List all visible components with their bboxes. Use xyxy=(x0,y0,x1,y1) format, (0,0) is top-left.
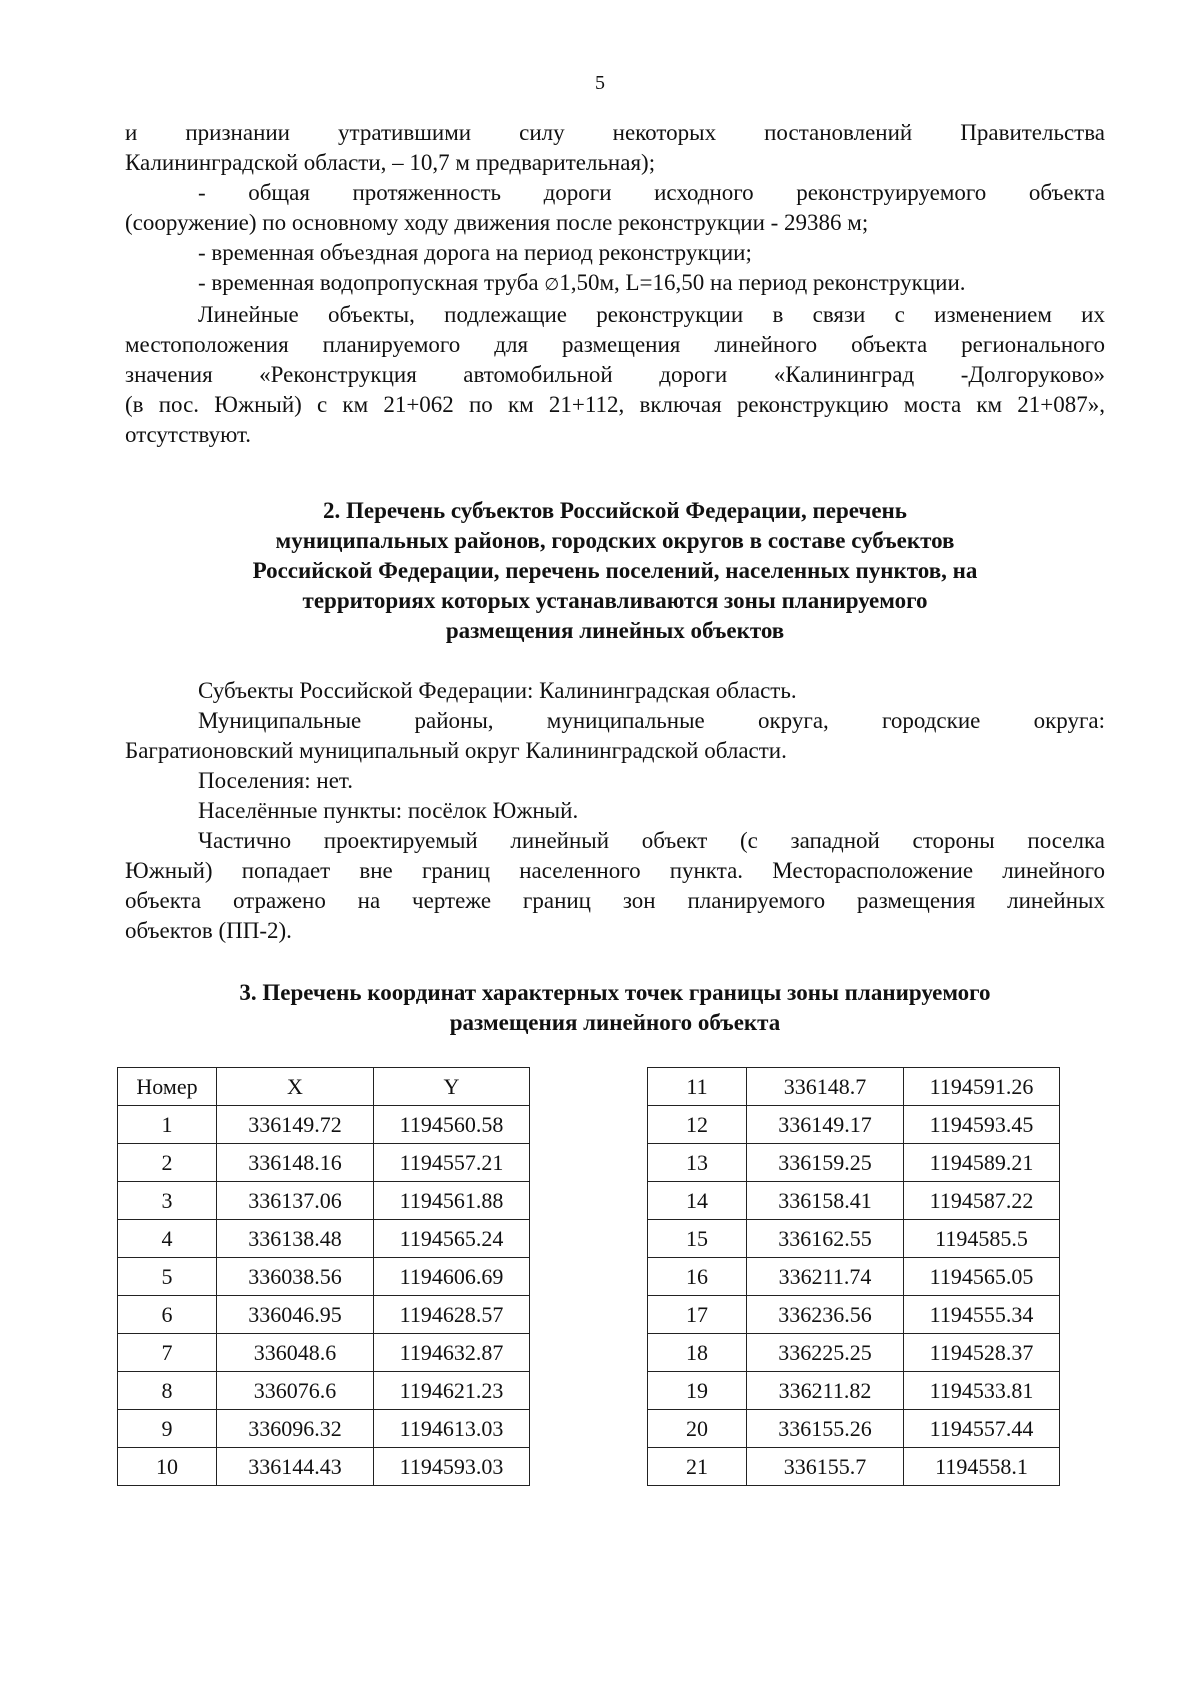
table-row: 12 336149.17 1194593.45 xyxy=(648,1106,1060,1144)
table-row: 5 336038.56 1194606.69 xyxy=(118,1258,530,1296)
table-row: 13 336159.25 1194589.21 xyxy=(648,1144,1060,1182)
table-row: 16 336211.74 1194565.05 xyxy=(648,1258,1060,1296)
header-y: Y xyxy=(374,1068,530,1106)
bullet-length: - общая протяженность дороги исходного реконструируемого объекта xyxy=(198,180,1105,205)
localities-line: Населённые пункты: посёлок Южный. xyxy=(198,798,579,823)
intro-line: и признании утратившими силу некоторых постановлений Правительства xyxy=(125,120,1105,145)
paragraph-line: местоположения планируемого для размещения линейного объекта регионального xyxy=(125,332,1105,357)
paragraph-line: отсутствуют. xyxy=(125,422,252,447)
municipal-line: Багратионовский муниципальный округ Калининградской области. xyxy=(125,738,787,763)
paragraph-line: значения «Реконструкция автомобильной дороги «Калининград -Долгоруково» xyxy=(125,362,1105,387)
coordinates-table-left xyxy=(117,1067,530,1486)
partial-line: Частично проектируемый линейный объект (с западной стороны поселка xyxy=(198,828,1105,853)
section3-title: 3. Перечень координат характерных точек границы зоны планируемого размещения линейного объекта xyxy=(239,980,991,1035)
intro-block xyxy=(125,118,1105,450)
table-row: 21 336155.7 1194558.1 xyxy=(648,1448,1060,1486)
bullet-length-cont: (сооружение) по основному ходу движения после реконструкции - 29386 м; xyxy=(125,210,869,235)
table-row: 2 336148.16 1194557.21 xyxy=(118,1144,530,1182)
paragraph-line: (в пос. Южный) с км 21+062 по км 21+112, включая реконструкцию моста км 21+087», xyxy=(125,392,1105,417)
bullet-culvert: - временная водопропускная труба ∅1,50м, L=16,50 на период реконструкции. xyxy=(198,270,966,295)
partial-line: объекта отражено на чертеже границ зон планируемого размещения линейных xyxy=(125,888,1105,913)
table-row: 4 336138.48 1194565.24 xyxy=(118,1220,530,1258)
table-row: 20 336155.26 1194557.44 xyxy=(648,1410,1060,1448)
municipal-line: Муниципальные районы, муниципальные округа, городские округа: xyxy=(198,708,1105,733)
diameter-icon: ∅ xyxy=(544,275,560,294)
table-row: 14 336158.41 1194587.22 xyxy=(648,1182,1060,1220)
table-header-row xyxy=(118,1068,530,1106)
table-row: 6 336046.95 1194628.57 xyxy=(118,1296,530,1334)
partial-line: Южный) попадает вне границ населенного пункта. Месторасположение линейного xyxy=(125,858,1105,883)
page-number: 5 xyxy=(595,72,605,94)
table-row: 9 336096.32 1194613.03 xyxy=(118,1410,530,1448)
table-row: 7 336048.6 1194632.87 xyxy=(118,1334,530,1372)
intro-line: Калининградской области, – 10,7 м предварительная); xyxy=(125,150,656,175)
settlements-line: Поселения: нет. xyxy=(198,768,353,793)
partial-line: объектов (ПП-2). xyxy=(125,918,292,943)
table-row: 3 336137.06 1194561.88 xyxy=(118,1182,530,1220)
table-row: 10 336144.43 1194593.03 xyxy=(118,1448,530,1486)
coordinates-table-right xyxy=(647,1067,1060,1486)
section2-title: 2. Перечень субъектов Российской Федерации, перечень муниципальных районов, городских округов в составе субъектов Российской Федерации, перечень поселений, населенных пунктов, на территориях которых устанавливаются зоны планируемого размещения линейных объектов xyxy=(252,498,978,643)
table-row: 17 336236.56 1194555.34 xyxy=(648,1296,1060,1334)
header-x: X xyxy=(217,1068,374,1106)
table-row: 1 336149.72 1194560.58 xyxy=(118,1106,530,1144)
paragraph-line: Линейные объекты, подлежащие реконструкции в связи с изменением их xyxy=(198,302,1105,327)
bullet-detour: - временная объездная дорога на период реконструкции; xyxy=(198,240,752,265)
subjects-line: Субъекты Российской Федерации: Калининградская область. xyxy=(198,678,797,703)
header-number: Номер xyxy=(118,1068,217,1106)
table-row: 18 336225.25 1194528.37 xyxy=(648,1334,1060,1372)
table-row: 15 336162.55 1194585.5 xyxy=(648,1220,1060,1258)
section2-body xyxy=(125,676,1105,946)
table-row: 8 336076.6 1194621.23 xyxy=(118,1372,530,1410)
table-row: 19 336211.82 1194533.81 xyxy=(648,1372,1060,1410)
table-row: 11 336148.7 1194591.26 xyxy=(648,1068,1060,1106)
